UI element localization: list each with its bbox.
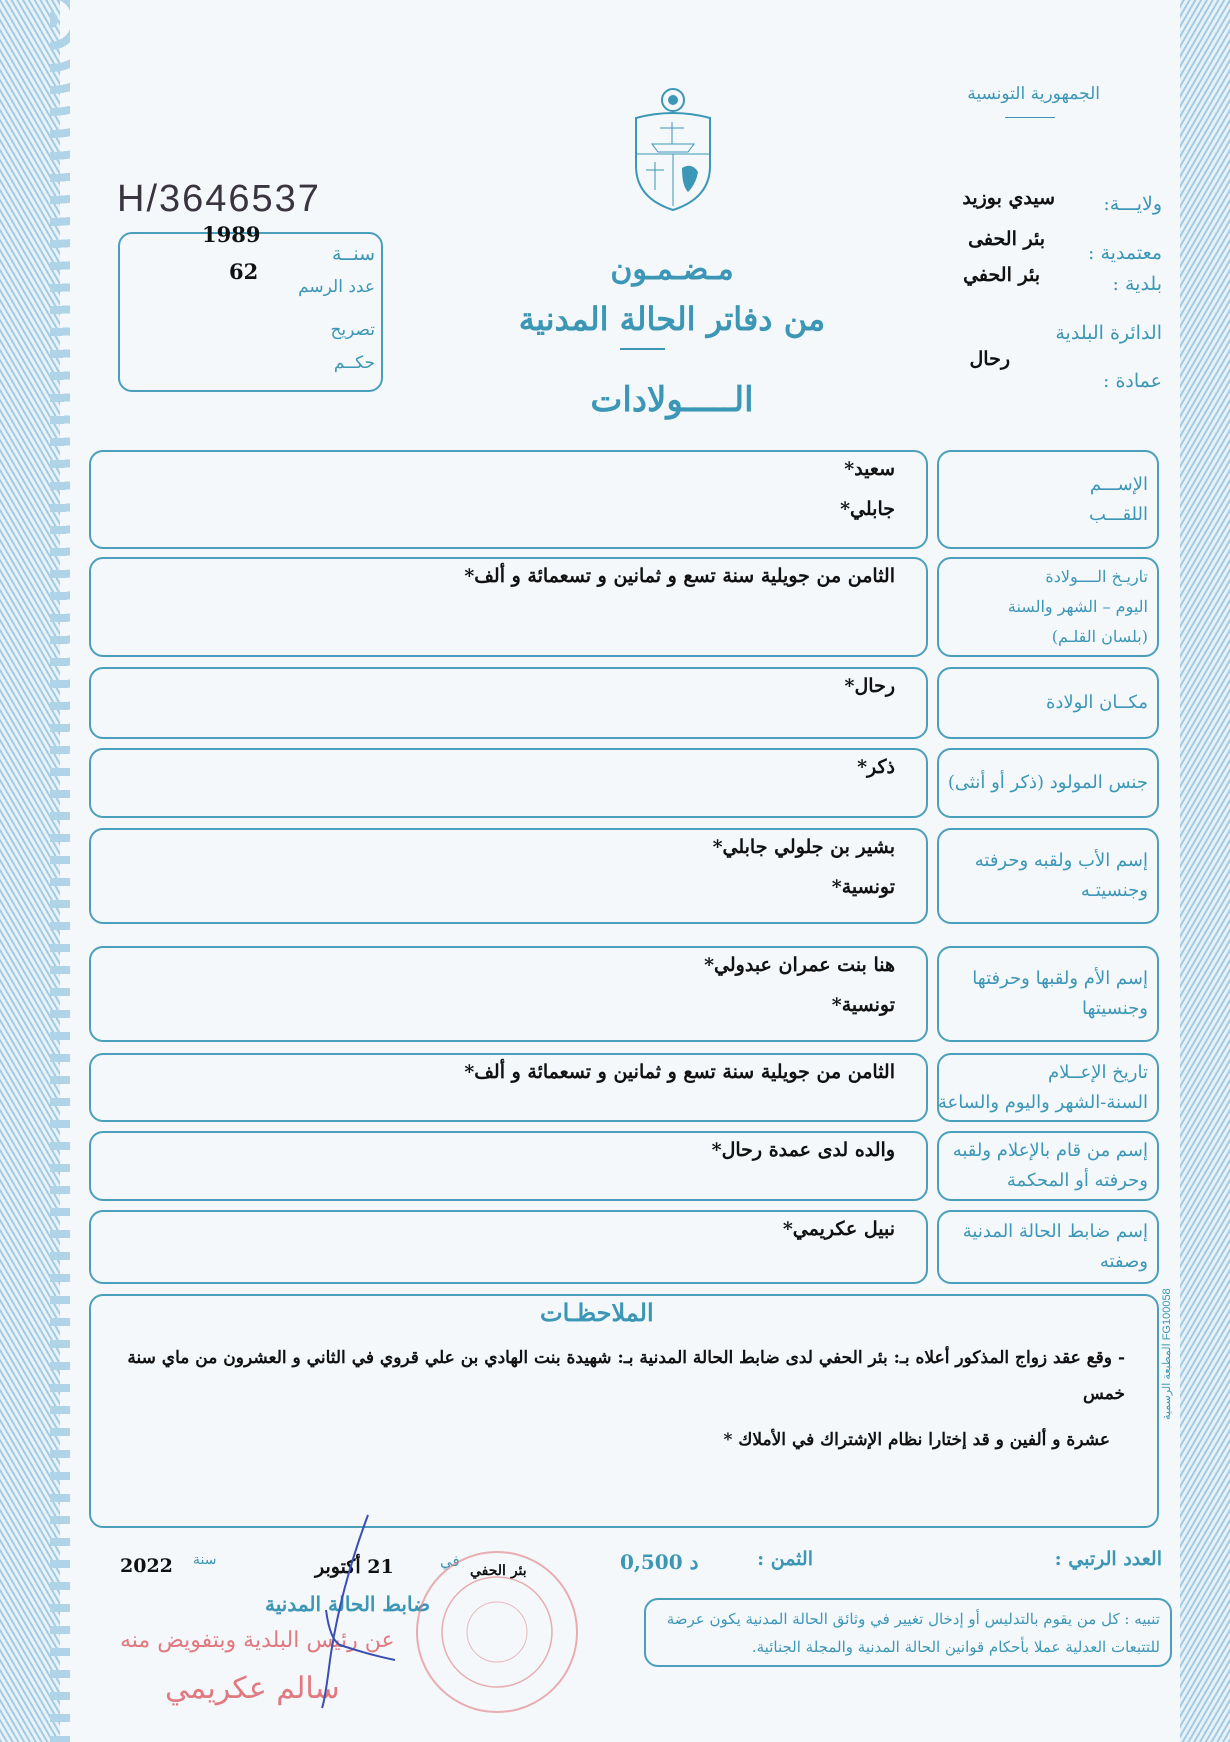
record-year-label: سنــة — [332, 243, 375, 265]
signature-icon — [300, 1510, 420, 1710]
field-value: الثامن من جويلية سنة تسع و ثمانين و تسعمائة و ألف* — [464, 1061, 895, 1083]
field-value: سعيد* — [844, 458, 895, 480]
field-label: إسم من قام بالإعلام ولقبه — [952, 1140, 1148, 1161]
title-content: مـضـمـون — [610, 252, 734, 287]
title-births: الـــــولادات — [590, 380, 754, 420]
value-cell — [89, 667, 928, 739]
legal-notice: تنبيه : كل من يقوم بالتدليس أو إدخال تغيير في وثائق الحالة المدنية يكون عرضة للتتبعات العدلية عملا بأحكام قوانين الحالة المدنية والمجلة الجنائية. — [666, 1610, 1160, 1656]
municipality-value: بئر الحفي — [963, 264, 1040, 286]
issue-place: بئر الحفي — [470, 1563, 527, 1579]
serial-order-label: العدد الرتبي : — [1054, 1548, 1162, 1570]
left-guilloche-border — [0, 0, 60, 1742]
value-cell — [89, 748, 928, 818]
price-label: الثمن : — [757, 1548, 813, 1570]
delegation-value: بئر الحفى — [968, 228, 1045, 250]
republic-label: الجمهورية التونسية — [967, 84, 1100, 104]
officer-title: ضابط الحالة المدنية — [265, 1592, 431, 1616]
field-label: مكــان الولادة — [1045, 692, 1148, 713]
right-guilloche-border — [1180, 0, 1230, 1742]
field-label: وصفته — [1099, 1251, 1148, 1272]
field-label: اليوم – الشهر والسنة — [1007, 597, 1148, 616]
tunisia-emblem-icon — [630, 86, 716, 214]
field-label: (بلسان القلـم) — [1051, 627, 1148, 646]
record-number-label: عدد الرسم — [298, 277, 375, 297]
imada-label: عمادة : — [1103, 370, 1162, 392]
field-label: وجنسيتـه — [1080, 880, 1148, 901]
remarks-line-2: عشرة و ألفين و قد إختارا نظام الإشتراك في الأملاك * — [723, 1430, 1110, 1450]
field-value: نبيل عكريمي* — [782, 1218, 895, 1240]
year-label: سنة — [193, 1552, 217, 1568]
title-underline — [620, 348, 665, 350]
field-value: جابلي* — [840, 498, 895, 520]
title-registers: من دفاتر الحالة المدنية — [518, 300, 826, 338]
field-label: تاريخ الإعــلام — [1048, 1062, 1148, 1083]
record-number: 62 — [229, 259, 259, 284]
delegation-stamp-text: عن رئيس البلدية وبتفويض منه — [120, 1628, 395, 1653]
field-label: وحرفته أو المحكمة — [1006, 1170, 1148, 1191]
field-label: السنة-الشهر واليوم والساعة — [937, 1091, 1148, 1113]
field-label: إسم الأم ولقبها وحرفتها — [972, 968, 1148, 989]
field-value: ذكر* — [857, 756, 895, 778]
field-label: إسم الأب ولقبه وحرفته — [974, 850, 1148, 871]
field-value: تونسية* — [831, 994, 895, 1016]
field-value: هنا بنت عمران عبدولي* — [704, 954, 895, 976]
district-label: الدائرة البلدية — [1055, 322, 1162, 344]
print-code: المطبعة الرسمية FG100058 — [1161, 1288, 1173, 1420]
field-value: بشير بن جلولي جابلي* — [712, 836, 895, 858]
issue-date: 21 أكتوبر — [315, 1556, 394, 1578]
field-label: الإســـم — [1089, 473, 1148, 495]
remarks-line-1: - وقع عقد زواج المذكور أعلاه بـ: بئر الحفي لدى ضابط الحالة المدنية بـ: شهيدة بنت الهادي بن علي قروي في الثاني و العشرون من ماي سنة خمس — [127, 1348, 1125, 1404]
divider — [1005, 117, 1055, 118]
field-label: اللقـــب — [1088, 503, 1148, 525]
field-label: جنس المولود (ذكر أو أنثى) — [947, 772, 1148, 793]
field-value: تونسية* — [831, 876, 895, 898]
price-value: 0,500 د — [620, 1550, 699, 1574]
remarks-title: الملاحظـات — [540, 1298, 654, 1327]
delegation-label: معتمدية : — [1088, 242, 1162, 264]
field-value: الثامن من جويلية سنة تسع و ثمانين و تسعمائة و ألف* — [464, 565, 895, 587]
imada-value: رحال — [969, 348, 1010, 370]
issue-year: 2022 — [120, 1555, 173, 1577]
declaration-label: تصريح — [330, 320, 375, 340]
judgment-label: حكــم — [333, 353, 375, 373]
field-label: وجنسيتها — [1082, 998, 1148, 1019]
on-label: في — [440, 1552, 460, 1570]
wilaya-value: سيدي بوزيد — [962, 187, 1055, 209]
field-value: والده لدى عمدة رحال* — [711, 1139, 895, 1161]
field-label: إسم ضابط الحالة المدنية — [962, 1221, 1148, 1242]
official-seal-icon — [410, 1545, 585, 1720]
field-value: رحال* — [844, 675, 895, 697]
field-label: تاريـخ الــــولادة — [1045, 567, 1148, 586]
record-year: 1989 — [202, 222, 261, 247]
value-cell — [89, 450, 928, 549]
stamp-name: سالم عكريمي — [165, 1671, 340, 1706]
municipality-label: بلدية : — [1112, 273, 1162, 295]
wilaya-label: ولايـــة: — [1103, 193, 1162, 215]
serial-number: H/3646537 — [117, 178, 321, 220]
